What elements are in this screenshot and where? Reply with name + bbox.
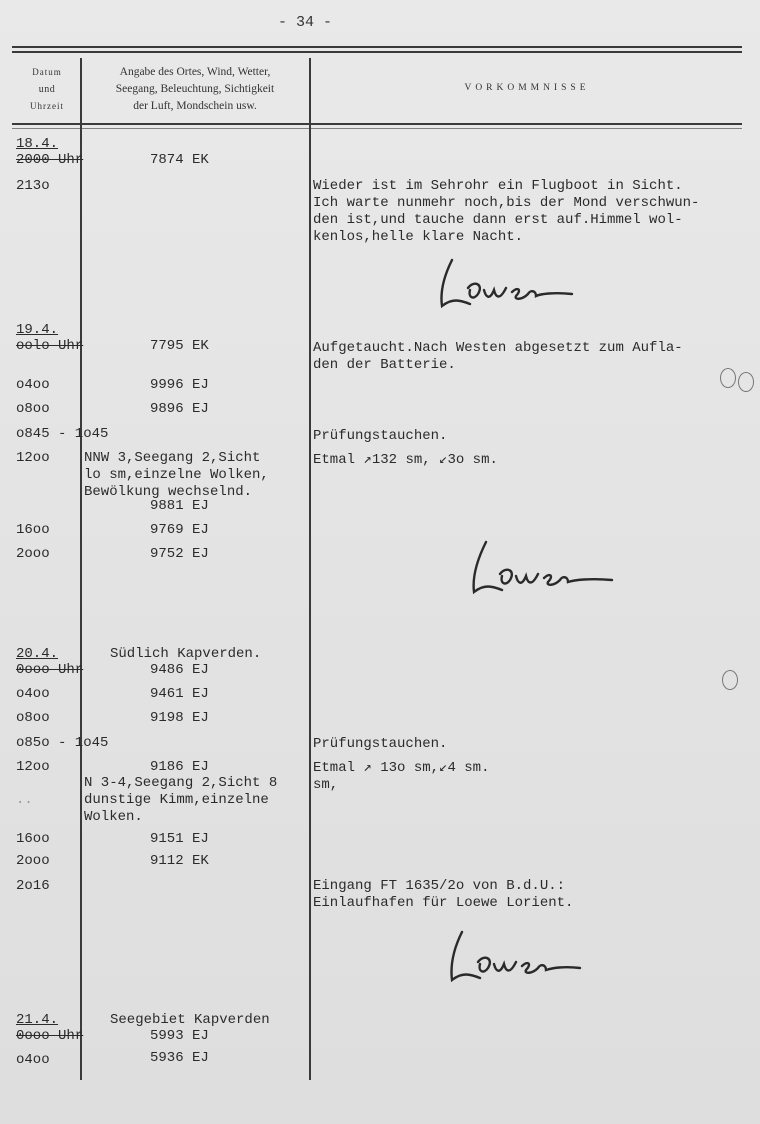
entry-position: 9151 EJ [150, 831, 209, 847]
entry-time: 16oo [16, 831, 50, 847]
entry-event-text: Eingang FT 1635/2o von B.d.U.: Einlaufhafen für Loewe Lorient. [313, 878, 574, 911]
entry-time: 2ooo [16, 546, 50, 562]
entry-position: 9996 EJ [150, 377, 209, 393]
header-ort-line2: Seegang, Beleuchtung, Sichtigkeit [115, 83, 275, 95]
entry-place: Seegebiet Kapverden [110, 1012, 270, 1028]
column-divider-1 [80, 58, 82, 1080]
signature-loewe-2 [462, 534, 618, 602]
entry-position: 5993 EJ [150, 1028, 209, 1044]
entry-time: 2ooo [16, 853, 50, 869]
entry-date: 20.4. [16, 646, 59, 662]
entry-position: 7874 EK [150, 152, 209, 168]
header-vorkommnisse: VORKOMMNISSE [464, 83, 590, 93]
header-rule [12, 123, 742, 125]
entry-time: o8oo [16, 710, 50, 726]
entry-time: oolo Uhr [16, 338, 84, 354]
header-datum-line3: Uhrzeit [30, 101, 64, 111]
entry-time: o8oo [16, 401, 50, 417]
entry-weather: N 3-4,Seegang 2,Sicht 8 dunstige Kimm,einzelne Wolken. [84, 775, 278, 825]
entry-time: 2000 Uhr [16, 152, 84, 168]
entry-position: 9461 EJ [150, 686, 209, 702]
header-rule-2 [12, 128, 742, 129]
entry-event-text: sm, [313, 777, 339, 793]
entry-position: 9881 EJ [150, 498, 209, 514]
entry-event-text: Etmal ↗ 13o sm,↙4 sm. [313, 760, 490, 776]
entry-event-text: Etmal ↗132 sm, ↙3o sm. [313, 452, 498, 468]
entry-date: 18.4. [16, 136, 59, 152]
entry-position: 9186 EJ [150, 759, 209, 775]
entry-position: 9112 EK [150, 853, 209, 869]
entry-position: 9896 EJ [150, 401, 209, 417]
entry-event-text: Prüfungstauchen. [313, 736, 448, 752]
top-rule [12, 46, 742, 48]
entry-event-text: Wieder ist im Sehrohr ein Flugboot in Sicht. Ich warte nunmehr noch,bis der Mond verschwun- den ist,und tauche dann erst auf.Himmel wol- kenlos,helle klare Nacht. [313, 178, 700, 245]
header-ort-line1: Angabe des Ortes, Wind, Wetter, [119, 66, 271, 78]
entry-event-text: Prüfungstauchen. [313, 428, 448, 444]
entry-place: Südlich Kapverden. [110, 646, 262, 662]
header-datum-line2: und [38, 84, 56, 95]
entry-time: o4oo [16, 686, 50, 702]
signature-loewe-3 [440, 924, 590, 990]
entry-time: 0ooo Uhr [16, 1028, 84, 1044]
entry-position: 9198 EJ [150, 710, 209, 726]
header-datum [14, 64, 80, 115]
header-datum-line1: Datum [32, 67, 62, 77]
punch-hole [720, 368, 736, 388]
entry-position: 7795 EK [150, 338, 209, 354]
entry-time: 213o [16, 178, 50, 194]
column-divider-2 [309, 58, 311, 1080]
header-ort [84, 64, 306, 115]
entry-time: .. [16, 792, 33, 808]
entry-time: 16oo [16, 522, 50, 538]
entry-time: o85o - 1o45 [16, 735, 109, 751]
punch-hole [722, 670, 738, 690]
entry-date: 19.4. [16, 322, 59, 338]
entry-time: 12oo [16, 450, 50, 466]
entry-time: o4oo [16, 1052, 50, 1068]
top-rule-2 [12, 51, 742, 53]
entry-position: 5936 EJ [150, 1050, 209, 1066]
entry-time: o4oo [16, 377, 50, 393]
entry-time: 12oo [16, 759, 50, 775]
entry-time: o845 - 1o45 [16, 426, 109, 442]
entry-time: 0ooo Uhr [16, 662, 84, 678]
header-ort-line3: der Luft, Mondschein usw. [133, 100, 257, 112]
entry-position: 9752 EJ [150, 546, 209, 562]
entry-weather: NNW 3,Seegang 2,Sicht lo sm,einzelne Wolken, Bewölkung wechselnd. [84, 450, 269, 500]
entry-position: 9769 EJ [150, 522, 209, 538]
entry-position: 9486 EJ [150, 662, 209, 678]
entry-event-text: Aufgetaucht.Nach Westen abgesetzt zum Aufla- den der Batterie. [313, 340, 683, 373]
entry-date: 21.4. [16, 1012, 59, 1028]
page-number: - 34 - [277, 14, 332, 31]
punch-hole [738, 372, 754, 392]
signature-loewe-1 [430, 250, 580, 318]
entry-time: 2o16 [16, 878, 50, 894]
